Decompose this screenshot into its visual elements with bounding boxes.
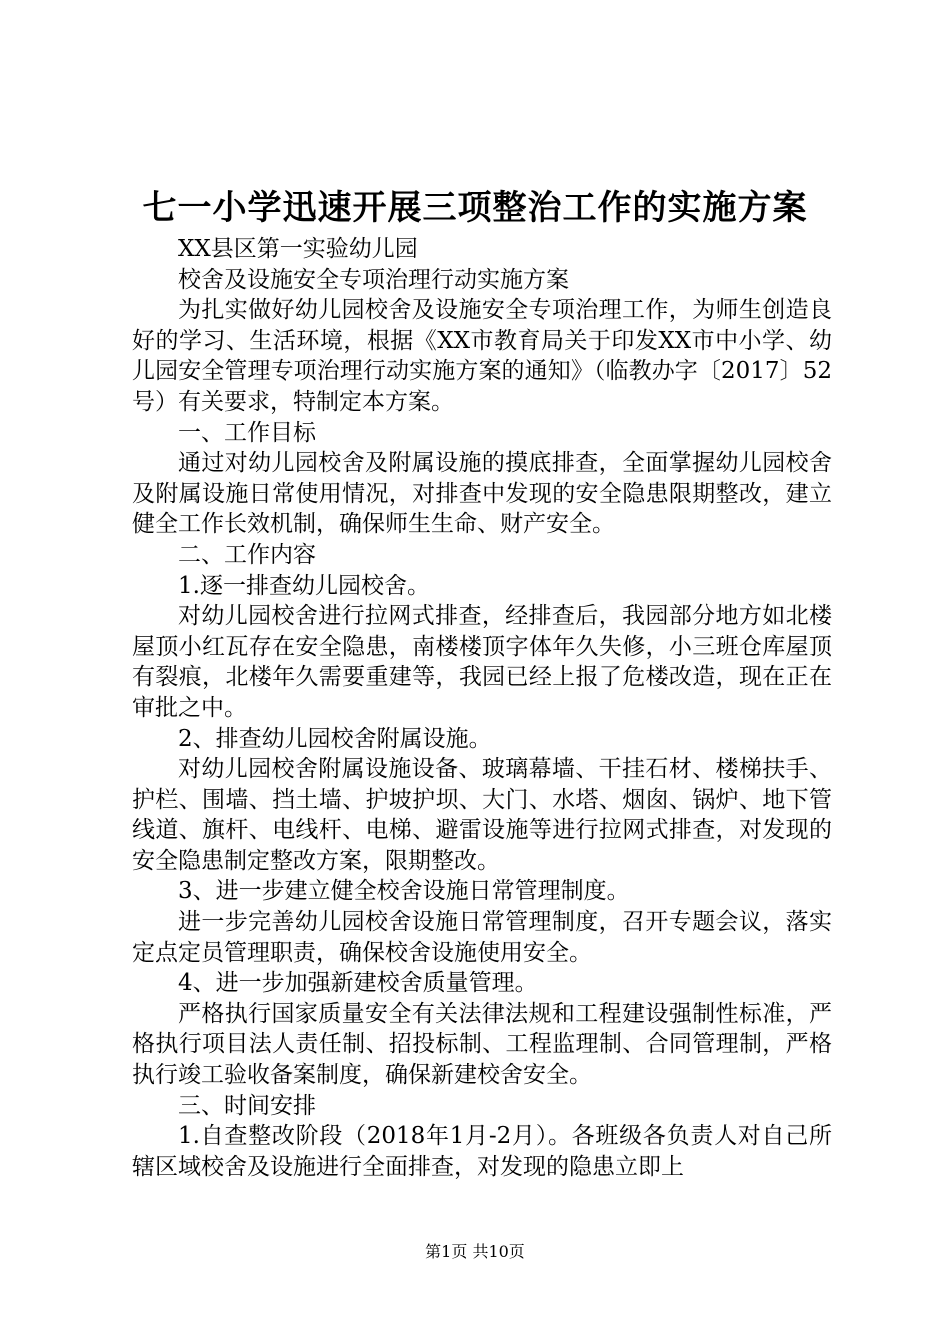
item-3-text: 进一步完善幼儿园校舍设施日常管理制度，召开专题会议，落实定点定员管理职责，确保校舍设施使用安全。 xyxy=(132,909,832,966)
item-2-heading: 2、排查幼儿园校舍附属设施。 xyxy=(178,725,492,752)
document-body xyxy=(132,234,832,1182)
page-footer: 第1页 共10页 xyxy=(425,1242,525,1261)
heading-schedule: 三、时间安排 xyxy=(178,1092,316,1119)
item-4-text: 严格执行国家质量安全有关法律法规和工程建设强制性标准，严格执行项目法人责任制、招投标制、工程监理制、合同管理制，严格执行竣工验收备案制度，确保新建校舍安全。 xyxy=(132,1000,832,1089)
item-1-heading: 1.逐一排查幼儿园校舍。 xyxy=(178,572,430,599)
item-1-text: 对幼儿园校舍进行拉网式排查，经排查后，我园部分地方如北楼屋顶小红瓦存在安全隐患，南楼楼顶字体年久失修，小三班仓库屋顶有裂痕，北楼年久需要重建等，我园已经上报了危楼改造，现在正在审批之中。 xyxy=(132,603,832,721)
item-2-text: 对幼儿园校舍附属设施设备、玻璃幕墙、干挂石材、楼梯扶手、护栏、围墙、挡土墙、护坡护坝、大门、水塔、烟囱、锅炉、地下管线道、旗杆、电线杆、电梯、避雷设施等进行拉网式排查，对发现的安全隐患制定整改方案，限期整改。 xyxy=(132,756,832,874)
item-3-heading: 3、进一步建立健全校舍设施日常管理制度。 xyxy=(178,878,630,905)
heading-content: 二、工作内容 xyxy=(178,541,316,568)
item-4-heading: 4、进一步加强新建校舍质量管理。 xyxy=(178,970,538,997)
document-title: 七一小学迅速开展三项整治工作的实施方案 xyxy=(142,188,808,228)
paragraph-goals: 通过对幼儿园校舍及附属设施的摸底排查，全面掌握幼儿园校舍及附属设施日常使用情况，对排查中发现的安全隐患限期整改，建立健全工作长效机制，确保师生生命、财产安全。 xyxy=(132,450,832,538)
heading-goals: 一、工作目标 xyxy=(178,419,316,446)
paragraph-intro: 为扎实做好幼儿园校舍及设施安全专项治理工作，为师生创造良好的学习、生活环境，根据《XX市教育局关于印发XX市中小学、幼儿园安全管理专项治理行动实施方案的通知》（临教办字〔2017〕52号）有关要求，特制定本方案。 xyxy=(132,297,832,415)
plan-subtitle: 校舍及设施安全专项治理行动实施方案 xyxy=(178,266,569,293)
schedule-phase-1: 1.自查整改阶段（2018年1月-2月）。各班级各负责人对自己所辖区域校舍及设施进行全面排查，对发现的隐患立即上 xyxy=(132,1123,832,1180)
school-name: XX县区第一实验幼儿园 xyxy=(178,236,418,262)
